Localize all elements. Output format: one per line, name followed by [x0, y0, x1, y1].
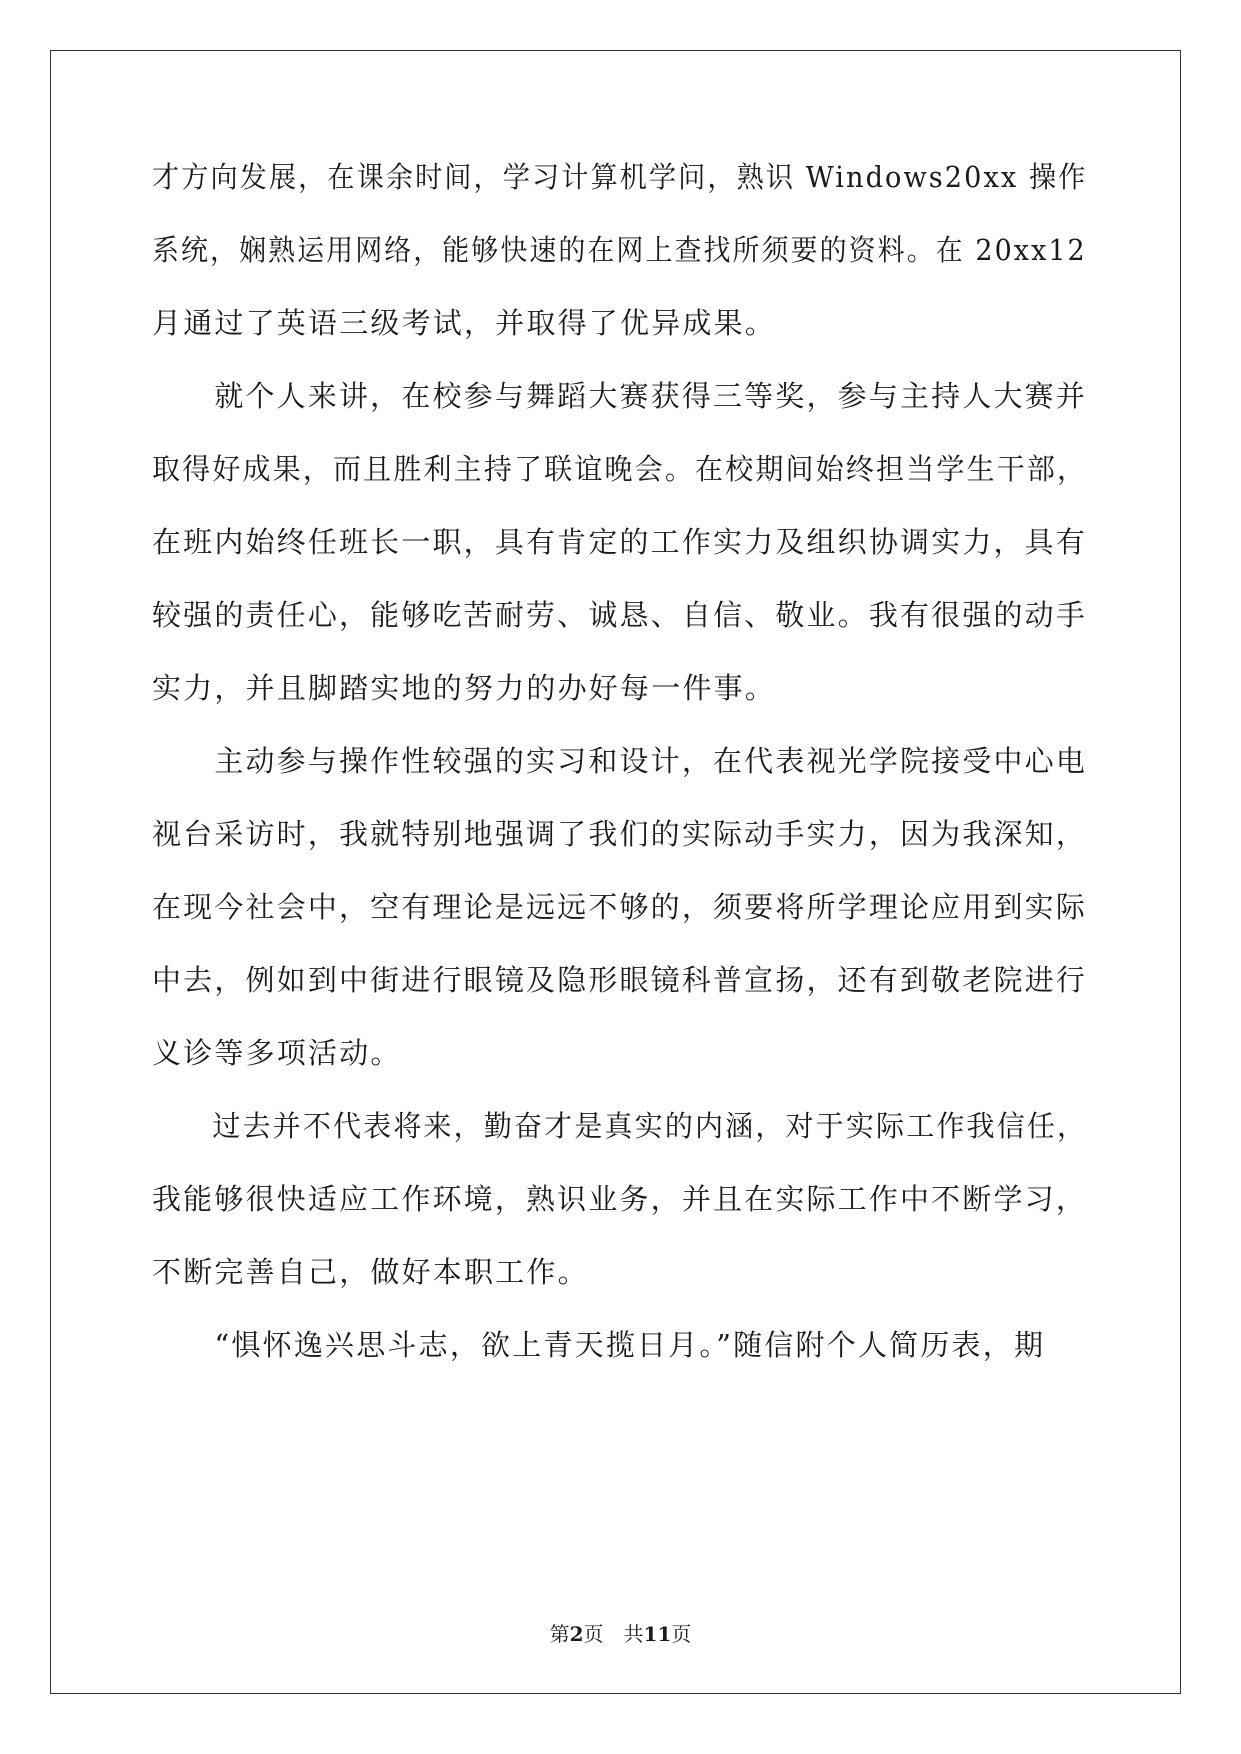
text-line: 不断完善自己，做好本职工作。 [152, 1255, 589, 1289]
text-line: 我能够很快适应工作环境，熟识业务，并且在实际工作中不断学习， [152, 1182, 1088, 1216]
text-line: 月通过了英语三级考试，并取得了优异成果。 [152, 306, 777, 340]
text-line: 系统，娴熟运用网络，能够快速的在网上查找所须要的资料。在 20xx12 [152, 233, 1087, 267]
text-line: 在现今社会中，空有理论是远远不够的，须要将所学理论应用到实际 [152, 890, 1088, 924]
text-line: 过去并不代表将来，勤奋才是真实的内涵，对于实际工作我信任， [152, 1109, 1088, 1143]
text-line: 就个人来讲，在校参与舞蹈大赛获得三等奖，参与主持人大赛并 [152, 379, 1088, 413]
text-line: 主动参与操作性较强的实习和设计，在代表视光学院接受中心电 [152, 744, 1088, 778]
text-line: 中去，例如到中街进行眼镜及隐形眼镜科普宣扬，还有到敬老院进行 [152, 963, 1088, 997]
footer-mid: 页 共 [583, 1622, 644, 1646]
footer-prefix: 第 [549, 1622, 570, 1646]
text-line: 义诊等多项活动。 [152, 1036, 402, 1070]
footer-suffix: 页 [671, 1622, 692, 1646]
text-line: “惧怀逸兴思斗志，欲上青天揽日月。”随信附个人简历表，期 [152, 1328, 1046, 1362]
total-pages: 11 [643, 1622, 672, 1646]
text-line: 实力，并且脚踏实地的努力的办好每一件事。 [152, 671, 777, 705]
text-line: 视台采访时，我就特别地强调了我们的实际动手实力，因为我深知， [152, 817, 1088, 851]
text-line: 在班内始终任班长一职，具有肯定的工作实力及组织协调实力，具有 [152, 525, 1088, 559]
text-line: 较强的责任心，能够吃苦耐劳、诚恳、自信、敬业。我有很强的动手 [152, 598, 1088, 632]
text-line: 才方向发展，在课余时间，学习计算机学问，熟识 Windows20xx 操作 [152, 160, 1088, 194]
page-border [50, 50, 1181, 1694]
page-footer [0, 1618, 1241, 1647]
page-number: 2 [569, 1622, 584, 1646]
text-line: 取得好成果，而且胜利主持了联谊晚会。在校期间始终担当学生干部， [152, 452, 1088, 486]
